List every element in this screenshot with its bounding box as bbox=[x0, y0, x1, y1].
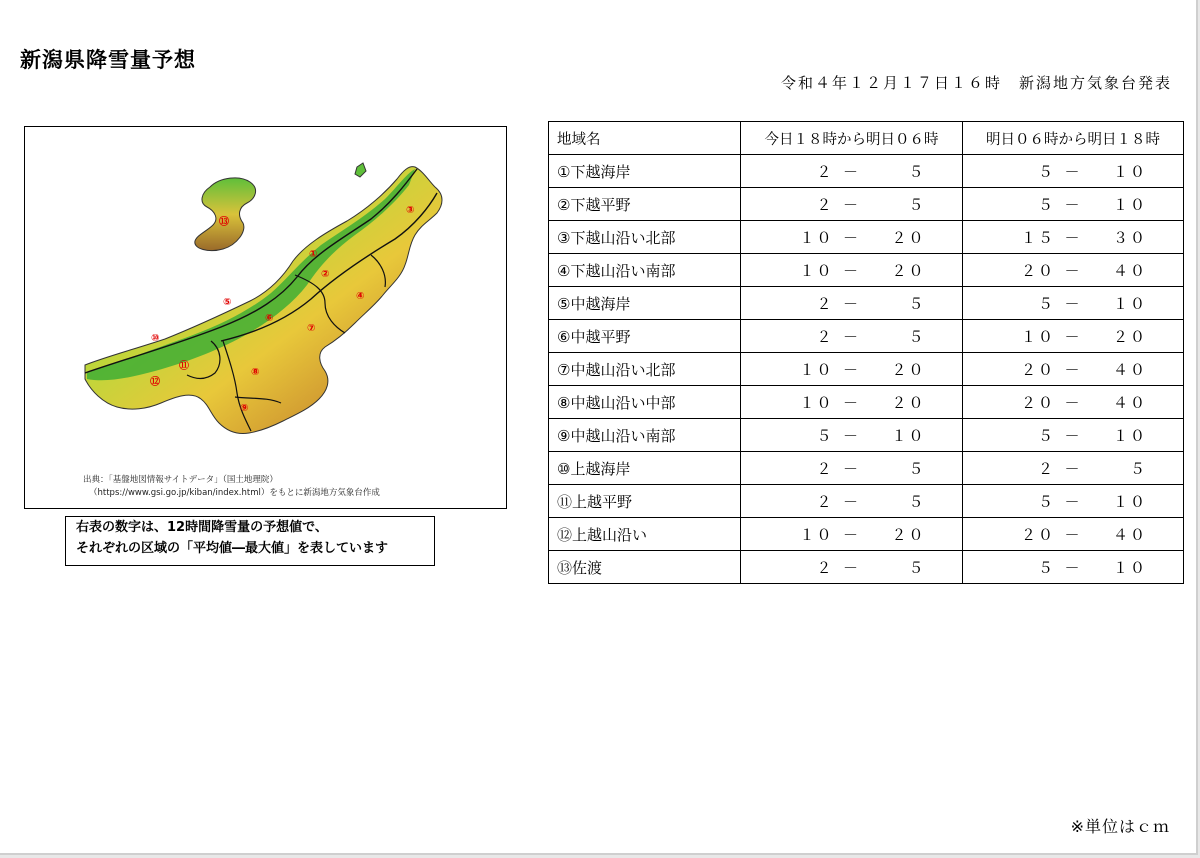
map-credit-line-1: 出典：「基盤地図情報サイトデータ」（国土地理院） bbox=[83, 475, 278, 485]
range-value bbox=[741, 425, 962, 446]
range-maximum: ５ bbox=[908, 195, 926, 214]
range-value bbox=[741, 293, 962, 314]
range-average: ５ bbox=[1037, 492, 1055, 511]
range-separator: － bbox=[1064, 195, 1082, 214]
marker-13: ⑬ bbox=[219, 217, 229, 228]
range-value bbox=[741, 326, 962, 347]
table-row bbox=[549, 518, 1184, 551]
range-separator: － bbox=[842, 492, 860, 511]
range-maximum: ２０ bbox=[891, 393, 926, 412]
range-average: ２ bbox=[816, 459, 834, 478]
range-value bbox=[963, 392, 1183, 413]
period-2-range-cell bbox=[963, 452, 1184, 485]
period-2-range-cell bbox=[963, 287, 1184, 320]
range-value bbox=[741, 491, 962, 512]
range-value bbox=[963, 425, 1183, 446]
range-separator: － bbox=[842, 327, 860, 346]
range-separator: － bbox=[1064, 459, 1082, 478]
range-separator: － bbox=[1064, 492, 1082, 511]
awashima-island bbox=[355, 163, 366, 177]
range-maximum: ２０ bbox=[891, 360, 926, 379]
period-1-range-cell bbox=[741, 551, 963, 584]
period-1-range-cell bbox=[741, 353, 963, 386]
table-row bbox=[549, 419, 1184, 452]
range-separator: － bbox=[842, 294, 860, 313]
region-name-cell: ⑩上越海岸 bbox=[549, 452, 741, 485]
range-value bbox=[741, 359, 962, 380]
range-value bbox=[741, 194, 962, 215]
range-maximum: ５ bbox=[908, 459, 926, 478]
table-row bbox=[549, 287, 1184, 320]
range-average: ２０ bbox=[1020, 393, 1055, 412]
range-maximum: １０ bbox=[891, 426, 926, 445]
range-average: ２ bbox=[816, 492, 834, 511]
table-row bbox=[549, 551, 1184, 584]
period-1-range-cell bbox=[741, 485, 963, 518]
period-1-range-cell bbox=[741, 518, 963, 551]
range-value bbox=[963, 524, 1183, 545]
range-separator: － bbox=[842, 195, 860, 214]
range-value bbox=[963, 293, 1183, 314]
marker-8: ⑧ bbox=[251, 367, 260, 378]
range-average: １０ bbox=[799, 360, 834, 379]
range-maximum: ２０ bbox=[891, 261, 926, 280]
range-value bbox=[741, 260, 962, 281]
marker-4: ④ bbox=[356, 291, 365, 302]
range-maximum: １０ bbox=[1112, 162, 1147, 181]
marker-3: ③ bbox=[406, 205, 415, 216]
range-average: ５ bbox=[1037, 294, 1055, 313]
region-name-cell: ①下越海岸 bbox=[549, 155, 741, 188]
note-line-1: 右表の数字は、12時間降雪量の予想値で、 bbox=[76, 520, 328, 535]
range-maximum: ５ bbox=[908, 294, 926, 313]
range-average: ２ bbox=[816, 195, 834, 214]
range-average: １０ bbox=[799, 261, 834, 280]
range-maximum: ５ bbox=[1129, 459, 1147, 478]
range-separator: － bbox=[1064, 162, 1082, 181]
marker-1: ① bbox=[309, 249, 318, 260]
period-2-range-cell bbox=[963, 551, 1184, 584]
range-separator: － bbox=[1064, 294, 1082, 313]
range-separator: － bbox=[842, 459, 860, 478]
range-separator: － bbox=[842, 261, 860, 280]
range-average: ２０ bbox=[1020, 525, 1055, 544]
period-1-range-cell bbox=[741, 221, 963, 254]
period-2-range-cell bbox=[963, 353, 1184, 386]
table-body bbox=[549, 155, 1184, 584]
range-separator: － bbox=[1064, 525, 1082, 544]
period-2-range-cell bbox=[963, 518, 1184, 551]
range-separator: － bbox=[1064, 360, 1082, 379]
range-value bbox=[963, 260, 1183, 281]
region-name-cell: ④下越山沿い南部 bbox=[549, 254, 741, 287]
period-1-range-cell bbox=[741, 155, 963, 188]
range-average: ２０ bbox=[1020, 360, 1055, 379]
period-1-range-cell bbox=[741, 254, 963, 287]
range-maximum: ５ bbox=[908, 162, 926, 181]
range-average: ５ bbox=[816, 426, 834, 445]
range-value bbox=[963, 359, 1183, 380]
period-2-range-cell bbox=[963, 386, 1184, 419]
range-value bbox=[963, 194, 1183, 215]
range-value bbox=[963, 557, 1183, 578]
range-value bbox=[741, 458, 962, 479]
period-2-range-cell bbox=[963, 188, 1184, 221]
region-name-cell: ⑫上越山沿い bbox=[549, 518, 741, 551]
range-maximum: １０ bbox=[1112, 195, 1147, 214]
region-name-cell: ⑤中越海岸 bbox=[549, 287, 741, 320]
marker-10: ⑩ bbox=[151, 333, 160, 344]
range-value bbox=[741, 161, 962, 182]
range-average: ２ bbox=[816, 294, 834, 313]
range-separator: － bbox=[842, 360, 860, 379]
table-row bbox=[549, 155, 1184, 188]
range-maximum: ５ bbox=[908, 558, 926, 577]
period-2-range-cell bbox=[963, 419, 1184, 452]
marker-12: ⑫ bbox=[150, 377, 160, 388]
range-maximum: １０ bbox=[1112, 426, 1147, 445]
region-name-cell: ③下越山沿い北部 bbox=[549, 221, 741, 254]
table-row bbox=[549, 254, 1184, 287]
range-separator: － bbox=[842, 525, 860, 544]
marker-9: ⑨ bbox=[240, 403, 249, 414]
range-separator: － bbox=[1064, 261, 1082, 280]
range-average: ２ bbox=[1037, 459, 1055, 478]
table-row bbox=[549, 353, 1184, 386]
range-separator: － bbox=[1064, 327, 1082, 346]
header-period-1: 今日１８時から明日０６時 bbox=[741, 122, 963, 155]
marker-11: ⑪ bbox=[179, 361, 189, 372]
range-average: ２０ bbox=[1020, 261, 1055, 280]
range-value bbox=[963, 491, 1183, 512]
table-row bbox=[549, 188, 1184, 221]
range-maximum: ４０ bbox=[1112, 393, 1147, 412]
marker-2: ② bbox=[321, 269, 330, 280]
range-maximum: ３０ bbox=[1112, 228, 1147, 247]
range-separator: － bbox=[842, 393, 860, 412]
range-value bbox=[963, 326, 1183, 347]
table-row bbox=[549, 485, 1184, 518]
period-2-range-cell bbox=[963, 320, 1184, 353]
range-average: １０ bbox=[799, 393, 834, 412]
range-average: ５ bbox=[1037, 558, 1055, 577]
table-row bbox=[549, 221, 1184, 254]
range-separator: － bbox=[1064, 228, 1082, 247]
snowfall-forecast-table bbox=[548, 121, 1184, 584]
period-2-range-cell bbox=[963, 155, 1184, 188]
period-2-range-cell bbox=[963, 254, 1184, 287]
issued-timestamp: 令和４年１２月１７日１６時 新潟地方気象台発表 bbox=[780, 74, 1172, 92]
range-maximum: ２０ bbox=[891, 228, 926, 247]
range-separator: － bbox=[842, 558, 860, 577]
period-2-range-cell bbox=[963, 221, 1184, 254]
range-average: １５ bbox=[1020, 228, 1055, 247]
page-title: 新潟県降雪量予想 bbox=[20, 48, 196, 72]
unit-note: ※単位はｃｍ bbox=[1070, 817, 1170, 836]
range-value bbox=[963, 161, 1183, 182]
range-value bbox=[741, 557, 962, 578]
range-average: ５ bbox=[1037, 162, 1055, 181]
range-value bbox=[741, 524, 962, 545]
range-separator: － bbox=[1064, 393, 1082, 412]
period-1-range-cell bbox=[741, 452, 963, 485]
range-separator: － bbox=[1064, 426, 1082, 445]
header-period-2: 明日０６時から明日１８時 bbox=[963, 122, 1184, 155]
range-maximum: ５ bbox=[908, 492, 926, 511]
period-1-range-cell bbox=[741, 188, 963, 221]
range-separator: － bbox=[1064, 558, 1082, 577]
period-1-range-cell bbox=[741, 287, 963, 320]
range-value bbox=[741, 227, 962, 248]
marker-7: ⑦ bbox=[307, 323, 316, 334]
niigata-map-graphic bbox=[25, 127, 506, 508]
range-value bbox=[741, 392, 962, 413]
range-separator: － bbox=[842, 162, 860, 181]
range-average: １０ bbox=[1020, 327, 1055, 346]
note-line-2: それぞれの区域の「平均値―最大値」を表しています bbox=[76, 541, 389, 556]
region-name-cell: ⑥中越平野 bbox=[549, 320, 741, 353]
range-average: １０ bbox=[799, 525, 834, 544]
period-2-range-cell bbox=[963, 485, 1184, 518]
region-name-cell: ⑬佐渡 bbox=[549, 551, 741, 584]
region-name-cell: ⑧中越山沿い中部 bbox=[549, 386, 741, 419]
marker-6: ⑥ bbox=[265, 313, 274, 324]
range-maximum: １０ bbox=[1112, 558, 1147, 577]
region-name-cell: ⑦中越山沿い北部 bbox=[549, 353, 741, 386]
region-name-cell: ②下越平野 bbox=[549, 188, 741, 221]
range-maximum: ４０ bbox=[1112, 360, 1147, 379]
period-1-range-cell bbox=[741, 386, 963, 419]
region-name-cell: ⑪上越平野 bbox=[549, 485, 741, 518]
period-1-range-cell bbox=[741, 419, 963, 452]
region-map bbox=[24, 126, 507, 509]
range-average: １０ bbox=[799, 228, 834, 247]
table-row bbox=[549, 386, 1184, 419]
range-maximum: ２０ bbox=[891, 525, 926, 544]
range-maximum: １０ bbox=[1112, 294, 1147, 313]
map-credit-line-2: （https://www.gsi.go.jp/kiban/index.html）をもとに新潟地方気象台作成 bbox=[89, 488, 380, 498]
range-maximum: ４０ bbox=[1112, 261, 1147, 280]
marker-5: ⑤ bbox=[223, 297, 232, 308]
range-value bbox=[963, 458, 1183, 479]
header-region-name: 地域名 bbox=[549, 122, 741, 155]
period-1-range-cell bbox=[741, 320, 963, 353]
region-name-cell: ⑨中越山沿い南部 bbox=[549, 419, 741, 452]
range-average: ５ bbox=[1037, 195, 1055, 214]
range-average: ２ bbox=[816, 558, 834, 577]
table-header-row bbox=[549, 122, 1184, 155]
range-average: ２ bbox=[816, 162, 834, 181]
range-maximum: ２０ bbox=[1112, 327, 1147, 346]
range-average: ２ bbox=[816, 327, 834, 346]
sado-island bbox=[195, 178, 256, 251]
range-separator: － bbox=[842, 426, 860, 445]
range-maximum: １０ bbox=[1112, 492, 1147, 511]
range-average: ５ bbox=[1037, 426, 1055, 445]
explanation-note bbox=[65, 516, 435, 566]
range-separator: － bbox=[842, 228, 860, 247]
range-maximum: ５ bbox=[908, 327, 926, 346]
table-row bbox=[549, 452, 1184, 485]
range-maximum: ４０ bbox=[1112, 525, 1147, 544]
table-row bbox=[549, 320, 1184, 353]
range-value bbox=[963, 227, 1183, 248]
